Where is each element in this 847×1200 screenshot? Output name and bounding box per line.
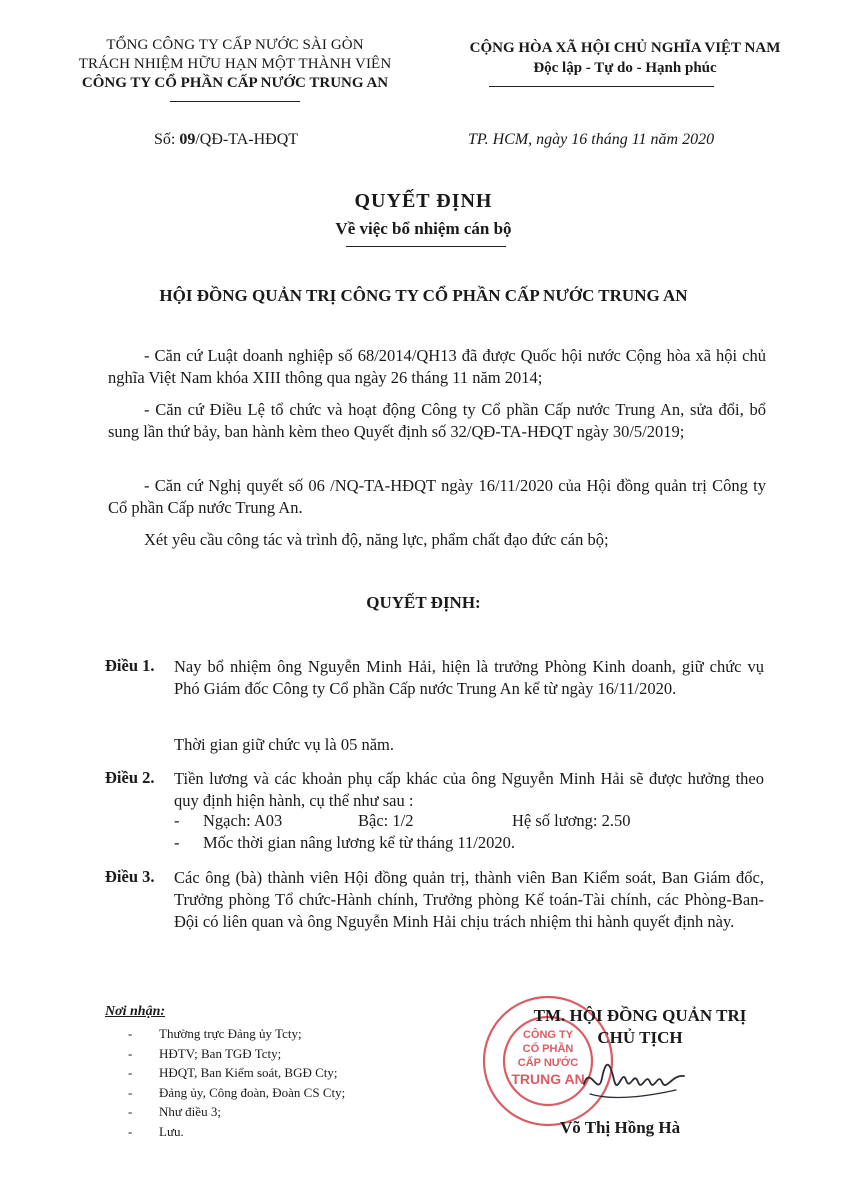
recipient-item: - HĐTV; Ban TGĐ Tcty; <box>128 1044 345 1064</box>
issuing-body: HỘI ĐỒNG QUẢN TRỊ CÔNG TY CỔ PHẦN CẤP NƯỚC TRUNG AN <box>159 286 688 305</box>
article-1-label: Điều 1. <box>105 656 155 675</box>
recipients-title: Nơi nhận: <box>105 1004 166 1019</box>
org-underline <box>170 101 300 102</box>
salary-grade: Ngạch: A03 <box>203 811 283 830</box>
article-2-text: Tiền lương và các khoản phụ cấp khác của ông Nguyễn Minh Hải sẽ được hưởng theo quy định hiện hành, cụ thể như sau : <box>174 769 764 810</box>
national-motto: Độc lập - Tự do - Hạnh phúc <box>533 60 717 76</box>
list-dash: - <box>174 811 180 830</box>
recipient-item: - Lưu. <box>128 1122 345 1142</box>
consideration <box>108 529 766 551</box>
handwritten-signature <box>580 1054 690 1104</box>
article-1-text: Nay bổ nhiệm ông Nguyễn Minh Hải, hiện là trưởng Phòng Kinh doanh, giữ chức vụ Phó Giám đốc Công ty Cổ phần Cấp nước Trung An kể từ ngày 16/11/2020. <box>174 657 764 698</box>
seal-line-2: CỔ PHẦN <box>522 1043 574 1055</box>
legal-basis-1-text: - Căn cứ Luật doanh nghiệp số 68/2014/QH13 đã được Quốc hội nước Cộng hòa xã hội chủ nghĩa Việt Nam khóa XIII thông qua ngày 26 tháng 11 năm 2014; <box>108 346 766 387</box>
document-subject: Về việc bổ nhiệm cán bộ <box>335 219 512 238</box>
seal-line-1: CÔNG TY <box>522 1029 574 1041</box>
document-title: QUYẾT ĐỊNH <box>354 190 493 212</box>
document-number <box>154 131 298 149</box>
parent-org-type-line: TRÁCH NHIỆM HỮU HẠN MỘT THÀNH VIÊN <box>78 56 392 72</box>
article-3-label: Điều 3. <box>105 867 155 886</box>
issuing-organization <box>50 36 420 93</box>
salary-step: Bậc: 1/2 <box>358 811 414 830</box>
legal-basis-2-text: - Căn cứ Điều Lệ tổ chức và hoạt động Công ty Cổ phần Cấp nước Trung An, sửa đổi, bổ sung lần thứ bảy, ban hành kèm theo Quyết định số 32/QĐ-TA-HĐQT ngày 30/5/2019; <box>108 400 766 441</box>
motto-underline <box>489 86 714 87</box>
subject-underline <box>346 246 506 247</box>
article-3-text: Các ông (bà) thành viên Hội đồng quản trị, thành viên Ban Kiểm soát, Ban Giám đốc, Trưởng phòng Tổ chức-Hành chính, Trưởng phòng Kế toán-Tài chính, các Phòng-Ban-Đội có liên quan và ông Nguyễn Minh Hải chịu trách nhiệm thi hành quyết định này. <box>174 868 764 931</box>
signer-name: Võ Thị Hồng Hà <box>560 1118 681 1137</box>
seal-line-3: CẤP NƯỚC <box>517 1057 579 1069</box>
article-1-term: Thời gian giữ chức vụ là 05 năm. <box>174 735 394 754</box>
legal-basis-3-text: - Căn cứ Nghị quyết số 06 /NQ-TA-HĐQT ngày 16/11/2020 của Hội đồng quản trị Công ty Cổ phần Cấp nước Trung An. <box>108 476 766 517</box>
document-number-suffix: /QĐ-TA-HĐQT <box>195 131 299 148</box>
legal-basis-1 <box>108 345 766 389</box>
legal-basis-2 <box>108 399 766 443</box>
company-name: CÔNG TY CỔ PHẦN CẤP NƯỚC TRUNG AN <box>81 75 389 91</box>
recipient-item: - Như điều 3; <box>128 1102 345 1122</box>
recipient-item: - Thường trực Đảng ủy Tcty; <box>128 1024 345 1044</box>
recipient-item: - Đảng ủy, Công đoàn, Đoàn CS Cty; <box>128 1083 345 1103</box>
seal-line-4: TRUNG AN <box>511 1071 585 1087</box>
signature-on-behalf: TM. HỘI ĐỒNG QUẢN TRỊ <box>533 1006 747 1025</box>
recipient-item: - HĐQT, Ban Kiểm soát, BGĐ Cty; <box>128 1063 345 1083</box>
list-dash: - <box>174 833 180 852</box>
salary-coefficient: Hệ số lương: 2.50 <box>512 811 631 830</box>
nation-name: CỘNG HÒA XÃ HỘI CHỦ NGHĨA VIỆT NAM <box>469 40 781 56</box>
document-date: TP. HCM, ngày 16 tháng 11 năm 2020 <box>468 131 715 148</box>
legal-basis-3 <box>108 475 766 519</box>
parent-org-line: TỔNG CÔNG TY CẤP NƯỚC SÀI GÒN <box>106 37 364 53</box>
article-2-label: Điều 2. <box>105 768 155 787</box>
signature-role: CHỦ TỊCH <box>597 1028 683 1047</box>
consideration-text: Xét yêu cầu công tác và trình độ, năng lực, phẩm chất đạo đức cán bộ; <box>144 530 609 549</box>
recipients-list <box>128 1024 345 1141</box>
document-number-prefix: Số: <box>154 131 180 148</box>
salary-raise-time: Mốc thời gian nâng lương kể từ tháng 11/2020. <box>203 833 515 852</box>
decision-heading: QUYẾT ĐỊNH: <box>366 593 481 612</box>
national-header <box>440 38 810 78</box>
document-number-value: 09 <box>179 131 196 148</box>
